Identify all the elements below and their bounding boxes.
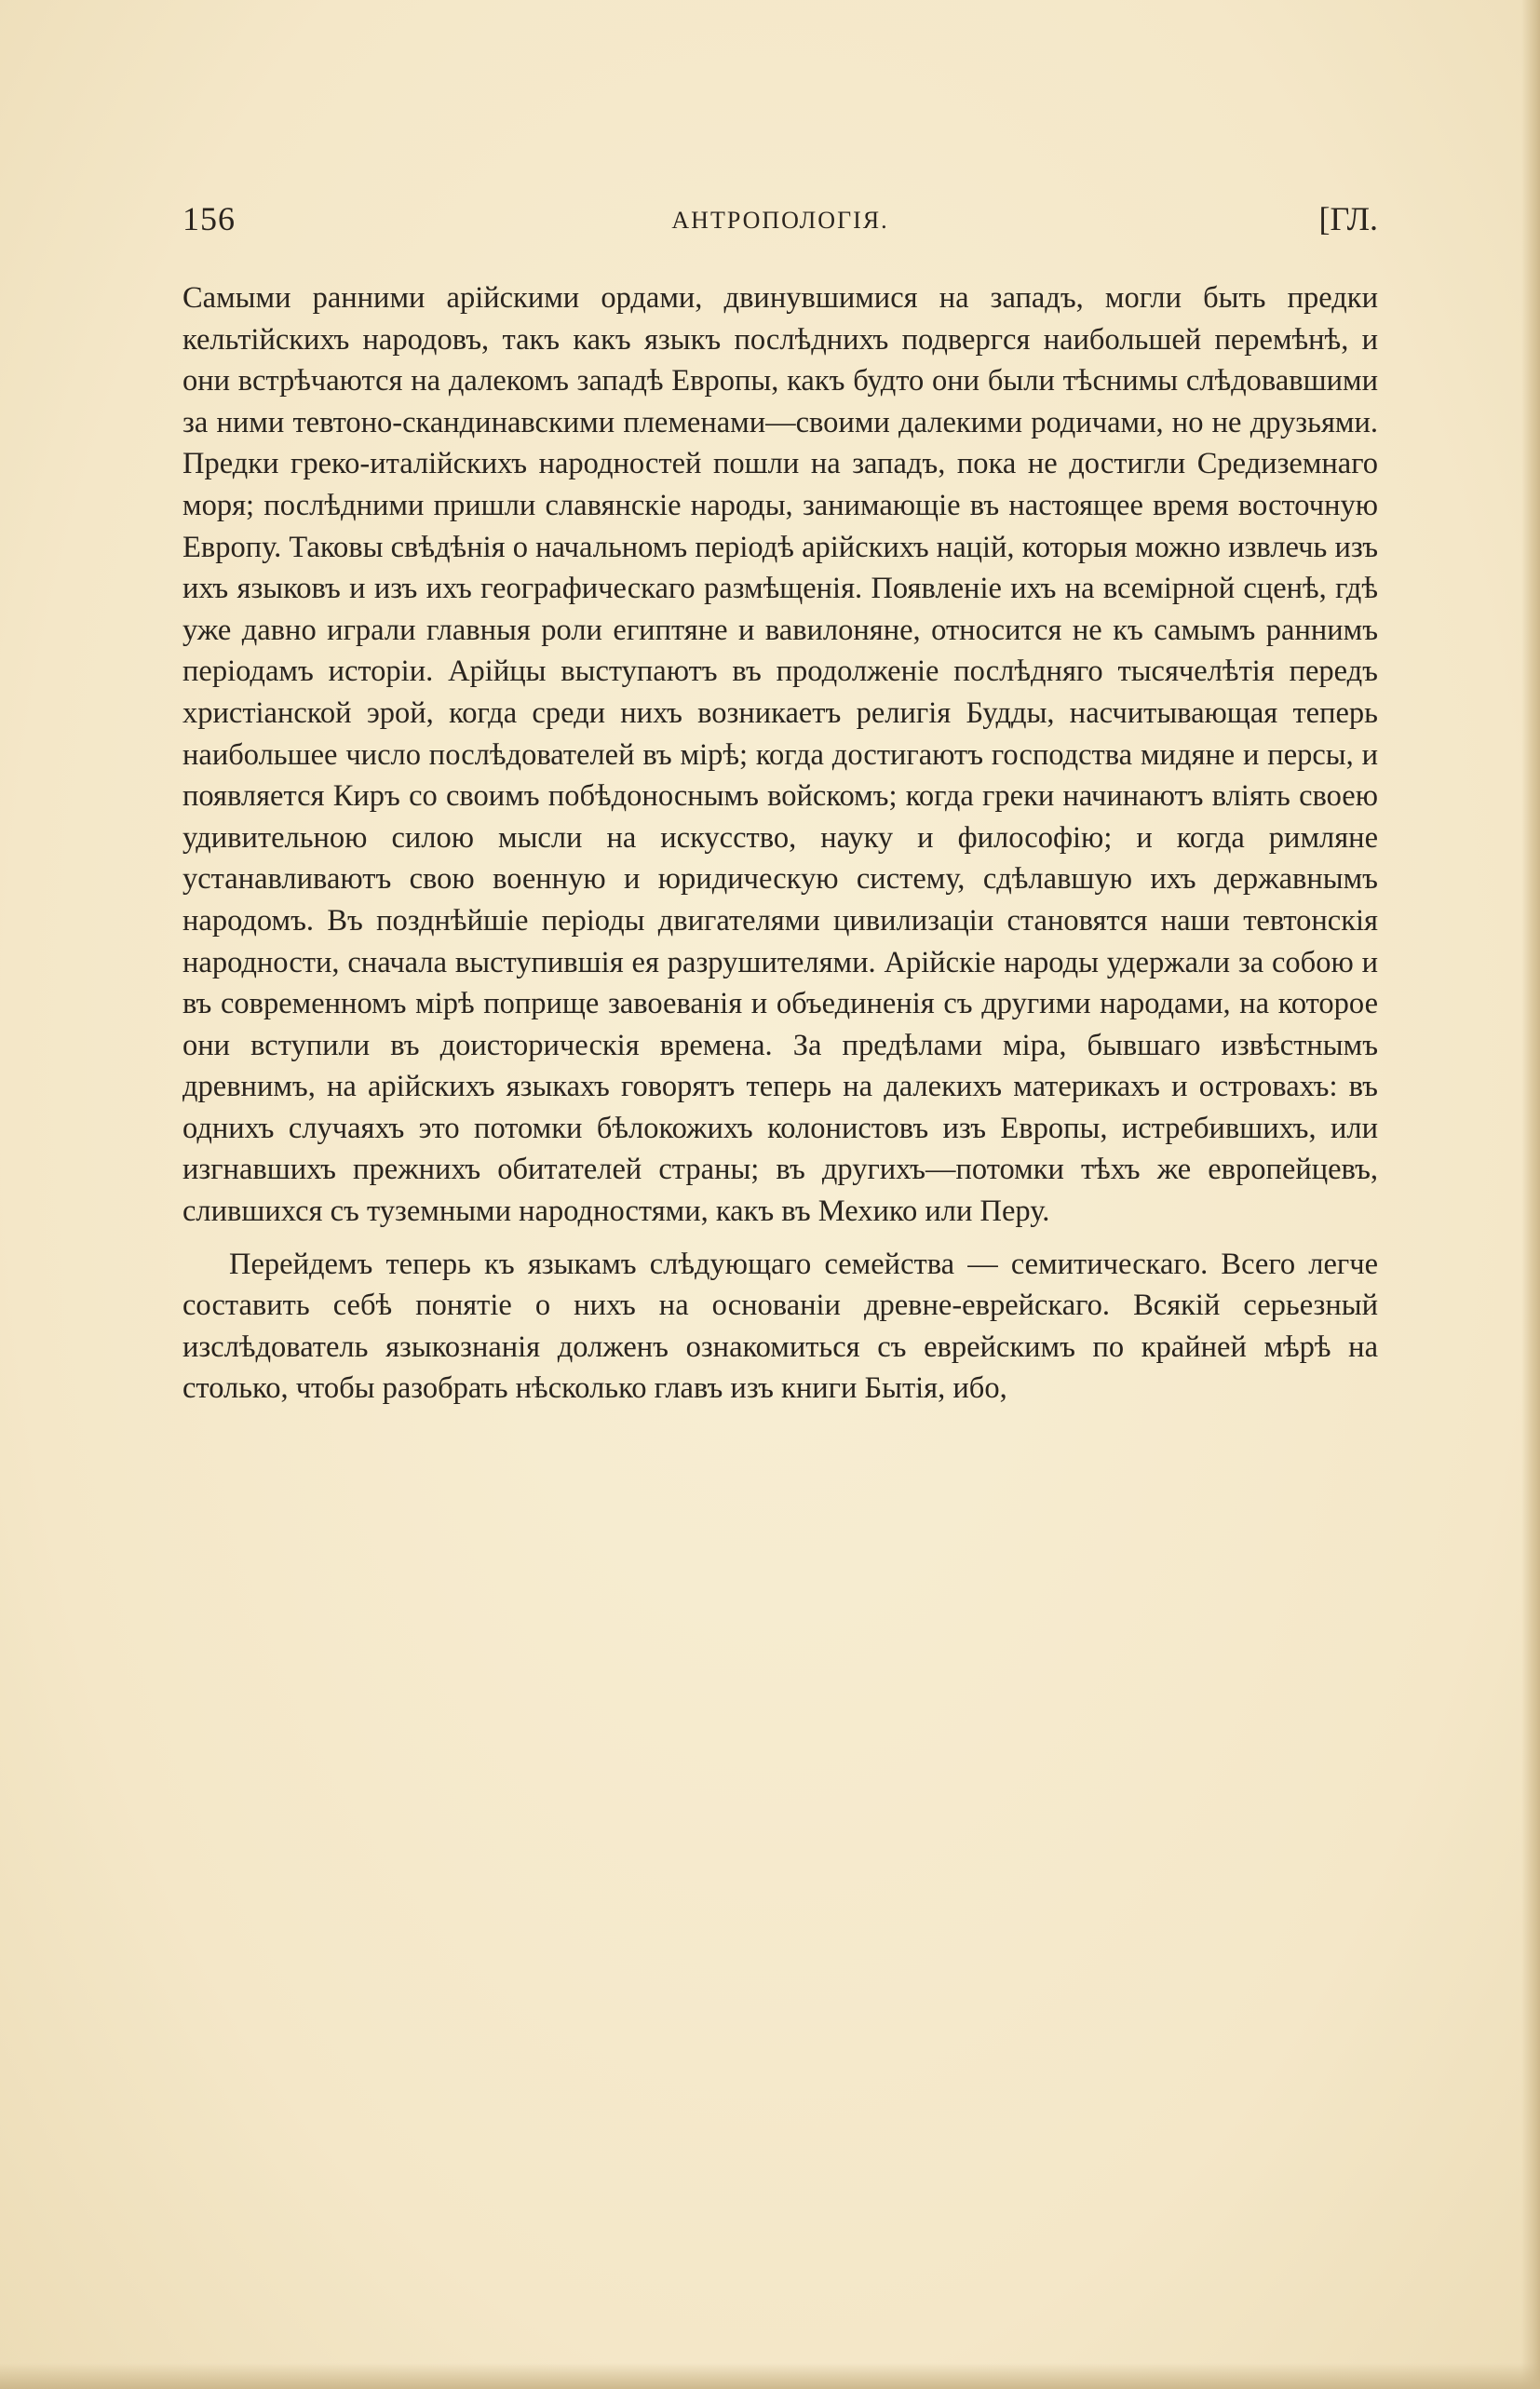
paragraph-2: Перейдемъ теперь къ языкамъ слѣдующаго семейства — семитическаго. Всего легче составить себѣ понятіе о нихъ на основаніи древне-еврейскаго. Всякій серьезный изслѣдователь языкознанія долженъ ознакомиться съ еврейскимъ по крайней мѣрѣ на столько, чтобы разобрать нѣсколько главъ изъ книги Бытія, ибо, (182, 1247, 1378, 1406)
chapter-reference: [ГЛ. (1318, 200, 1378, 237)
page-header (182, 199, 1378, 246)
paragraph-1: Самыми ранними арійскими ордами, двинувшимися на западъ, могли быть предки кельтійскихъ народовъ, такъ какъ языкъ послѣднихъ подвергся наибольшей перемѣнѣ, и они встрѣчаются на далекомъ западѣ Европы, какъ будто они были тѣснимы слѣдовавшими за ними тевтоно-скандинавскими племенами—своими далекими родичами, но не друзьями. Предки греко-италійскихъ народностей пошли на западъ, пока не достигли Средиземнаго моря; послѣдними пришли славянскіе народы, занимающіе въ настоящее время восточную Европу. Таковы свѣдѣнія о начальномъ періодѣ арійскихъ націй, которыя можно извлечь изъ ихъ языковъ и изъ ихъ географическаго размѣщенія. Появленіе ихъ на всемірной сценѣ, гдѣ уже давно играли главныя роли египтяне и вавилоняне, относится не къ самымъ раннимъ періодамъ исторіи. Арійцы выступаютъ въ продолженіе послѣдняго тысячелѣтія передъ христіанской эрой, когда среди нихъ возникаетъ религія Будды, насчитывающая теперь наибольшее число послѣдователей въ мірѣ; когда достигаютъ господства мидяне и персы, и появляется Киръ со своимъ побѣдоноснымъ войскомъ; когда греки начинаютъ вліять своею удивительною силою мысли на искусство, науку и философію; и когда римляне устанавливаютъ свою военную и юридическую систему, сдѣлавшую ихъ державнымъ народомъ. Въ позднѣйшіе періоды двигателями цивилизаціи становятся наши тевтонскія народности, сначала выступившія ея разрушителями. Арійскіе народы удержали за собою и въ современномъ мірѣ поприще завоеванія и объединенія съ другими народами, на которое они вступили въ доисторическія времена. За предѣлами міра, бывшаго извѣстнымъ древнимъ, на арійскихъ языкахъ говорятъ теперь на далекихъ материкахъ и островахъ: въ однихъ случаяхъ это потомки бѣлокожихъ колонистовъ изъ Европы, истребившихъ, или изгнавшихъ прежнихъ обитателей страны; въ другихъ—потомки тѣхъ же европейцевъ, слившихся съ туземными народностями, какъ въ Мехико или Перу. (182, 281, 1378, 1229)
page-number: 156 (182, 200, 236, 237)
body-text (182, 277, 1378, 1410)
page-bottom-shadow (0, 2363, 1540, 2389)
running-title: АНТРОПОЛОГІЯ. (671, 207, 889, 234)
page-edge-shadow (1521, 0, 1540, 2389)
